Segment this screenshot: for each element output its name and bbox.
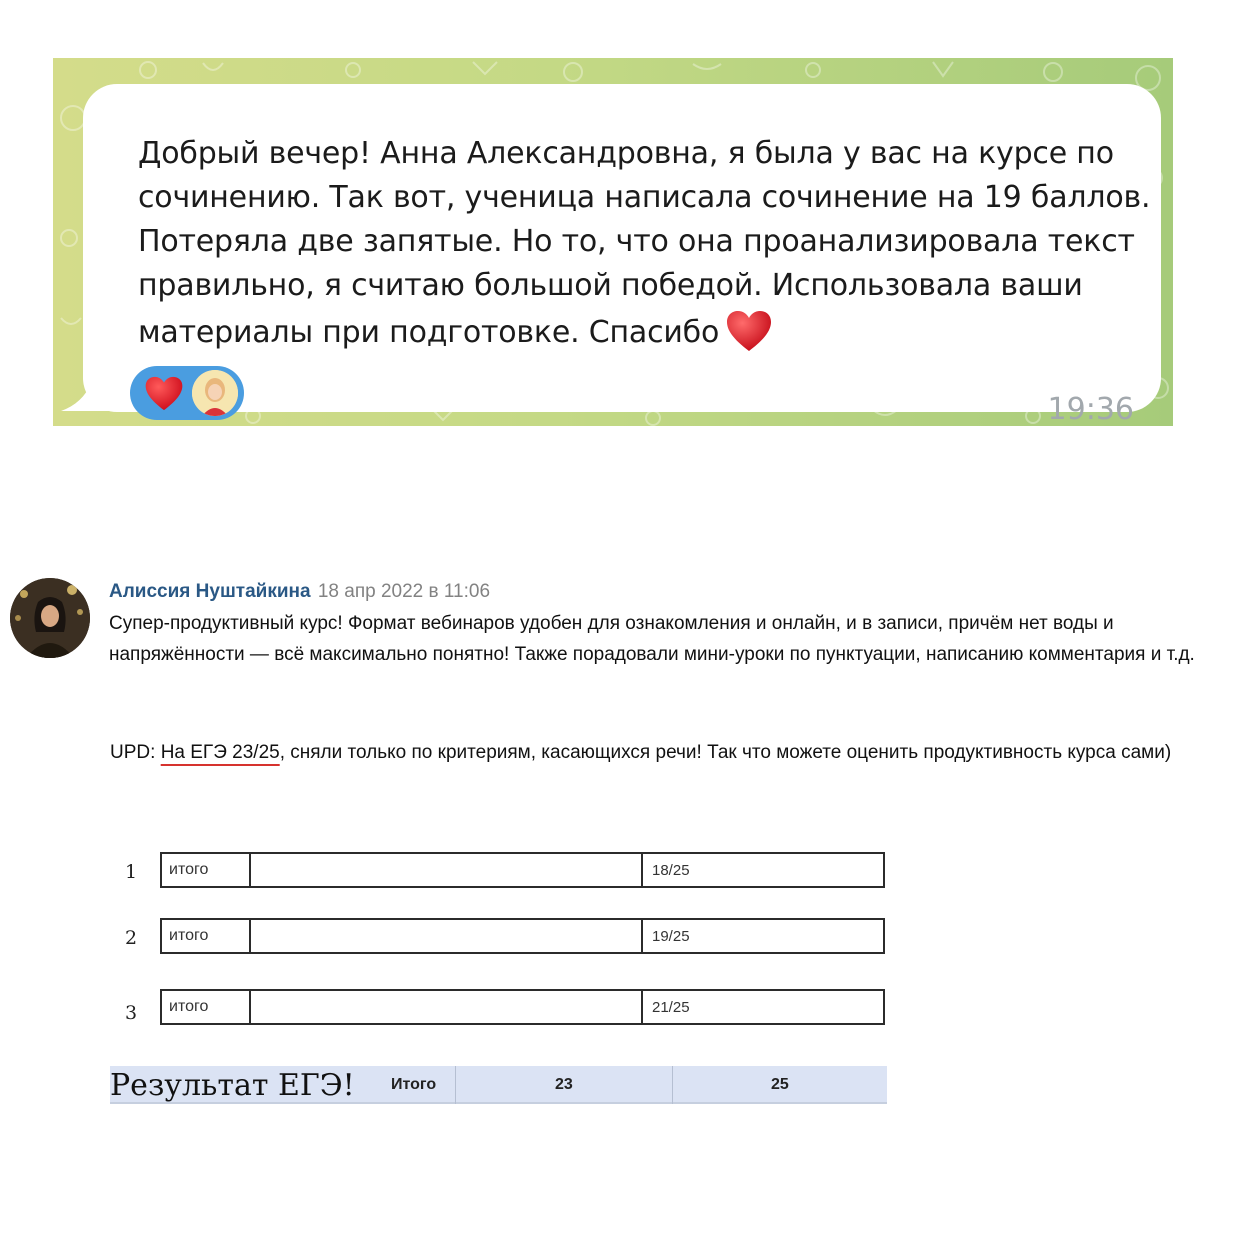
score-row-2 xyxy=(120,918,890,958)
result-bar xyxy=(110,1066,887,1104)
score-row-1 xyxy=(120,852,890,892)
score-table-row xyxy=(160,918,885,954)
row-label: итого xyxy=(162,854,251,886)
row-score: 21/25 xyxy=(652,999,690,1016)
author-name-link[interactable]: Алиссия Нуштайкина xyxy=(109,581,311,602)
row-score: 18/25 xyxy=(652,862,690,879)
person-avatar-icon xyxy=(192,370,238,416)
column-divider xyxy=(672,1066,673,1104)
reactor-avatar xyxy=(192,370,238,416)
row-label: итого xyxy=(162,920,251,952)
result-label: Итого xyxy=(391,1076,437,1093)
message-bubble xyxy=(83,84,1161,426)
heart-icon xyxy=(144,375,184,412)
review-header xyxy=(109,581,490,603)
row-label: итого xyxy=(162,991,251,1023)
row-number: 1 xyxy=(124,861,138,883)
avatar[interactable] xyxy=(10,578,90,658)
row-empty-cell xyxy=(251,854,643,886)
bubble-tail xyxy=(61,363,121,413)
row-empty-cell xyxy=(251,991,643,1023)
message-line: сочинению. Так вот, ученица написала сочинение на 19 баллов. xyxy=(138,180,1151,215)
post-date[interactable]: 18 апр 2022 в 11:06 xyxy=(317,581,491,602)
reaction-button[interactable] xyxy=(130,366,244,420)
score-table-row xyxy=(160,852,885,888)
upd-highlight: На ЕГЭ 23/25 xyxy=(160,742,280,763)
review-update xyxy=(110,738,1220,769)
score-table-row xyxy=(160,989,885,1025)
upd-rest: , сняли только по критериям, касающихся речи! Так что можете оценить продуктивность курса сами) xyxy=(279,742,1172,763)
message-line: правильно, я считаю большой победой. Использовала ваши xyxy=(138,268,1083,303)
message-line: Потеряла две запятые. Но то, что она проанализировала текст xyxy=(138,224,1135,259)
message-line xyxy=(138,308,1173,355)
row-number: 2 xyxy=(124,927,138,949)
row-number: 3 xyxy=(124,1002,138,1024)
message-line-text: материалы при подготовке. Спасибо xyxy=(138,315,720,350)
message-time: 19:36 xyxy=(1047,392,1134,426)
heart-icon xyxy=(725,308,773,354)
row-score: 19/25 xyxy=(652,928,690,945)
upd-prefix: UPD: xyxy=(110,742,161,763)
message-text xyxy=(138,132,1173,355)
result-score: 23 xyxy=(555,1076,573,1093)
message-line: Добрый вечер! Анна Александровна, я была у вас на курсе по xyxy=(138,136,1114,171)
row-empty-cell xyxy=(251,920,643,952)
score-row-3 xyxy=(120,989,890,1029)
telegram-chat-background xyxy=(53,58,1173,426)
person-avatar-icon xyxy=(10,578,90,658)
review-text: Супер-продуктивный курс! Формат вебинаров удобен для ознакомления и онлайн, и в записи, причём нет воды и напряжённости — всё максимально понятно! Также порадовали мини-уроки по пунктуации, написанию комментария и т.д. xyxy=(109,613,1195,665)
column-divider xyxy=(455,1066,456,1104)
result-title: Результат ЕГЭ! xyxy=(110,1068,355,1103)
result-max-score: 25 xyxy=(771,1076,789,1093)
